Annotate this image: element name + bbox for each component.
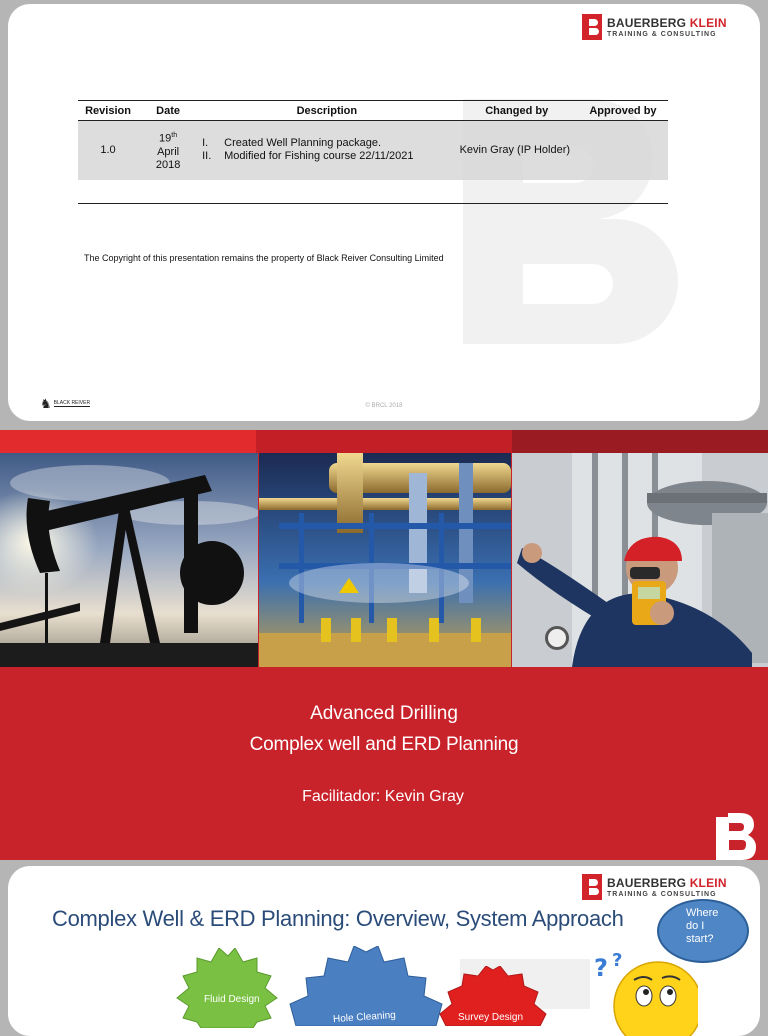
bubble-line: start? [686,933,714,945]
header-changed-by: Changed by [456,101,578,121]
course-subtitle: Complex well and ERD Planning [249,734,519,755]
cell-approved-by [578,121,668,180]
table-header-row [78,101,668,121]
course-title: Advanced Drilling [310,703,458,724]
logo-subtitle: TRAINING & CONSULTING [607,890,717,898]
gear-label-survey-design: Survey Design [458,1012,524,1023]
speech-bubble [657,899,749,963]
footer-copyright: © BRCL 2018 [365,403,403,409]
header-revision: Revision [78,101,138,121]
logo-name: BAUERBERG [607,15,687,30]
svg-text:?: ? [612,950,623,971]
cell-revision: 1.0 [78,121,138,180]
revision-table [78,100,668,204]
gear-label-hole-cleaning: Hole Cleaning [332,1009,397,1026]
slide-revision-history [8,4,760,421]
date-day: 19 [159,132,172,145]
bauerberg-klein-logo [582,874,727,900]
header-description: Description [198,101,455,121]
b-logo-icon [582,14,602,40]
table-row [78,121,668,180]
slide-heading: Complex Well & ERD Planning: Overview, System Approach [52,906,624,931]
bubble-line: do I [686,920,705,932]
b-logo-icon [582,874,602,900]
cell-description [198,121,455,180]
fluid-design-gear [173,948,283,1028]
copyright-notice: The Copyright of this presentation remains the property of Black Reiver Consulting Limited [84,253,444,263]
logo-subtitle: TRAINING & CONSULTING [607,30,717,38]
cell-date [138,121,198,180]
date-year: 2018 [155,158,181,171]
gear-label-fluid-design: Fluid Design [204,994,260,1005]
header-approved-by: Approved by [578,101,668,121]
slide-overview [8,866,760,1036]
svg-text:?: ? [594,954,608,982]
date-suffix: th [171,132,178,139]
header-date: Date [138,101,198,121]
list-item: II. Modified for Fishing course 22/11/2021 [202,150,414,163]
facilitator-name: Facilitador: Kevin Gray [302,788,464,805]
logo-name-accent: KLEIN [689,15,727,30]
b-logo-icon [716,813,758,860]
refinery-photo [259,453,511,667]
logo-name-accent: KLEIN [689,875,727,890]
bauerberg-klein-logo [582,14,727,40]
bubble-line: Where [686,907,719,919]
horse-rider-icon: ♞ [40,396,52,411]
slide-title [0,430,768,860]
logo-name: BAUERBERG [607,875,687,890]
header-band-middle [256,430,512,453]
header-band-right [512,430,768,453]
list-item: I. Created Well Planning package. [202,137,382,150]
pumpjack-photo [0,453,258,667]
date-month: April [157,145,180,158]
engineer-photo [512,453,768,667]
cell-changed-by: Kevin Gray (IP Holder) [456,121,578,180]
header-band-left [0,430,256,453]
table-row-empty [78,180,668,204]
black-reiver-logo-text: BLACK REIVER [53,400,91,406]
